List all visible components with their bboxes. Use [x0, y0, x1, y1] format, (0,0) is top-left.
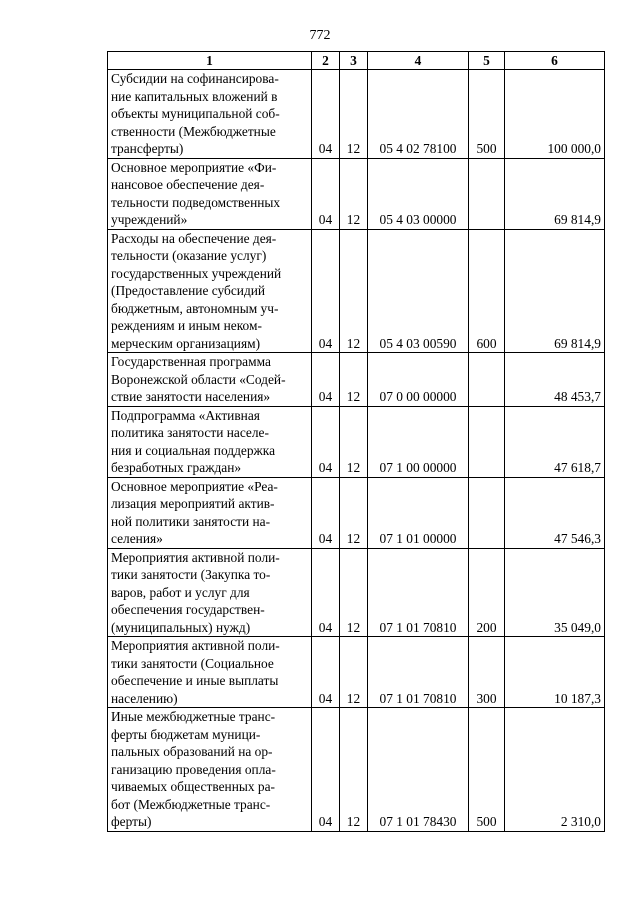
row-description [108, 637, 312, 708]
description-line: тики занятости (Закупка то- [111, 567, 271, 582]
row-subsection-code: 12 [340, 477, 368, 548]
row-target-article: 05 4 03 00590 [368, 229, 469, 353]
row-amount: 2 310,0 [505, 708, 605, 832]
row-target-article: 07 1 01 78430 [368, 708, 469, 832]
row-section-code: 04 [312, 708, 340, 832]
description-line: политика занятости населе- [111, 425, 269, 440]
row-section-code: 04 [312, 229, 340, 353]
row-target-article: 07 1 00 00000 [368, 406, 469, 477]
row-amount: 47 618,7 [505, 406, 605, 477]
description-line: ния и социальная поддержка [111, 442, 276, 458]
row-target-article: 05 4 02 78100 [368, 70, 469, 159]
row-amount: 48 453,7 [505, 353, 605, 407]
description-line: трансферты) [111, 141, 184, 156]
row-subsection-code: 12 [340, 708, 368, 832]
row-description [108, 406, 312, 477]
row-amount: 10 187,3 [505, 637, 605, 708]
description-line: нансовое обеспечение дея- [111, 177, 265, 192]
description-line: варов, работ и услуг для [111, 584, 250, 600]
description-line: тельности подведомственных [111, 194, 281, 210]
description-line: ферты бюджетам муници- [111, 726, 261, 742]
row-description [108, 353, 312, 407]
row-expense-type: 600 [469, 229, 505, 353]
table-header-row [108, 52, 605, 70]
table-row [108, 353, 605, 407]
row-expense-type: 500 [469, 70, 505, 159]
row-target-article: 07 1 01 00000 [368, 477, 469, 548]
row-subsection-code: 12 [340, 637, 368, 708]
row-section-code: 04 [312, 158, 340, 229]
table-row [108, 70, 605, 159]
description-line: обеспечение и иные выплаты [111, 673, 279, 688]
header-col-1: 1 [108, 52, 312, 70]
row-expense-type [469, 353, 505, 407]
row-description [108, 708, 312, 832]
page-number: 772 [309, 28, 331, 43]
description-line: объекты муниципальной соб- [111, 106, 280, 121]
description-line: Подпрограмма «Активная [111, 407, 260, 423]
description-line: ной политики занятости на- [111, 513, 271, 529]
row-expense-type [469, 406, 505, 477]
row-description [108, 229, 312, 353]
row-expense-type [469, 477, 505, 548]
header-col-5: 5 [469, 52, 505, 70]
row-amount: 35 049,0 [505, 548, 605, 637]
row-amount: 69 814,9 [505, 158, 605, 229]
description-line: ственности (Межбюджетные [111, 123, 276, 139]
description-line: Основное мероприятие «Фи- [111, 159, 277, 175]
row-expense-type: 200 [469, 548, 505, 637]
table-body [108, 70, 605, 832]
description-line: ганизацию проведения опла- [111, 761, 276, 777]
row-description [108, 548, 312, 637]
row-target-article: 07 1 01 70810 [368, 637, 469, 708]
description-line: тики занятости (Социальное [111, 655, 274, 671]
description-line: населению) [111, 690, 178, 706]
table-row [108, 158, 605, 229]
row-description [108, 158, 312, 229]
row-amount: 47 546,3 [505, 477, 605, 548]
description-line: безработных граждан» [111, 460, 242, 475]
row-section-code: 04 [312, 353, 340, 407]
description-line: учреждений» [111, 212, 188, 227]
row-section-code: 04 [312, 406, 340, 477]
row-section-code: 04 [312, 548, 340, 637]
row-subsection-code: 12 [340, 353, 368, 407]
row-subsection-code: 12 [340, 70, 368, 159]
description-line: Воронежской области «Содей- [111, 371, 286, 387]
description-line: Основное мероприятие «Реа- [111, 478, 278, 494]
row-target-article: 07 1 01 70810 [368, 548, 469, 637]
table-row [108, 637, 605, 708]
row-description [108, 70, 312, 159]
description-line: мерческим организациям) [111, 335, 261, 351]
description-line: Мероприятия активной поли- [111, 638, 280, 653]
description-line: ферты) [111, 814, 152, 829]
description-line: Иные межбюджетные транс- [111, 709, 276, 724]
row-expense-type: 300 [469, 637, 505, 708]
row-description [108, 477, 312, 548]
description-line: обеспечения государствен- [111, 602, 265, 617]
description-line: (Предоставление субсидий [111, 283, 266, 298]
description-line: ствие занятости населения» [111, 389, 271, 404]
description-line: Субсидии на софинансирова- [111, 71, 279, 86]
description-line: ние капитальных вложений в [111, 88, 278, 104]
row-section-code: 04 [312, 477, 340, 548]
table-row [108, 708, 605, 832]
header-col-2: 2 [312, 52, 340, 70]
row-subsection-code: 12 [340, 406, 368, 477]
description-line: (муниципальных) нужд) [111, 619, 251, 635]
description-line: государственных учреждений [111, 265, 282, 281]
table-row [108, 548, 605, 637]
row-subsection-code: 12 [340, 548, 368, 637]
description-line: тельности (оказание услуг) [111, 248, 267, 263]
description-line: пальных образований на ор- [111, 744, 273, 759]
row-subsection-code: 12 [340, 158, 368, 229]
row-target-article: 05 4 03 00000 [368, 158, 469, 229]
row-section-code: 04 [312, 70, 340, 159]
description-line: Государственная программа [111, 354, 271, 369]
description-line: реждениям и иным неком- [111, 318, 262, 333]
description-line: бот (Межбюджетные транс- [111, 796, 271, 812]
row-amount: 100 000,0 [505, 70, 605, 159]
row-subsection-code: 12 [340, 229, 368, 353]
description-line: Расходы на обеспечение дея- [111, 230, 277, 246]
row-section-code: 04 [312, 637, 340, 708]
row-expense-type [469, 158, 505, 229]
header-col-6: 6 [505, 52, 605, 70]
description-line: Мероприятия активной поли- [111, 549, 280, 565]
row-expense-type: 500 [469, 708, 505, 832]
budget-table [107, 51, 605, 832]
description-line: селения» [111, 531, 163, 546]
table-row [108, 477, 605, 548]
description-line: лизация мероприятий актив- [111, 496, 275, 511]
description-line: чиваемых общественных ра- [111, 779, 275, 794]
table-row [108, 229, 605, 353]
header-col-3: 3 [340, 52, 368, 70]
row-amount: 69 814,9 [505, 229, 605, 353]
row-target-article: 07 0 00 00000 [368, 353, 469, 407]
table-row [108, 406, 605, 477]
description-line: бюджетным, автономным уч- [111, 300, 279, 316]
header-col-4: 4 [368, 52, 469, 70]
